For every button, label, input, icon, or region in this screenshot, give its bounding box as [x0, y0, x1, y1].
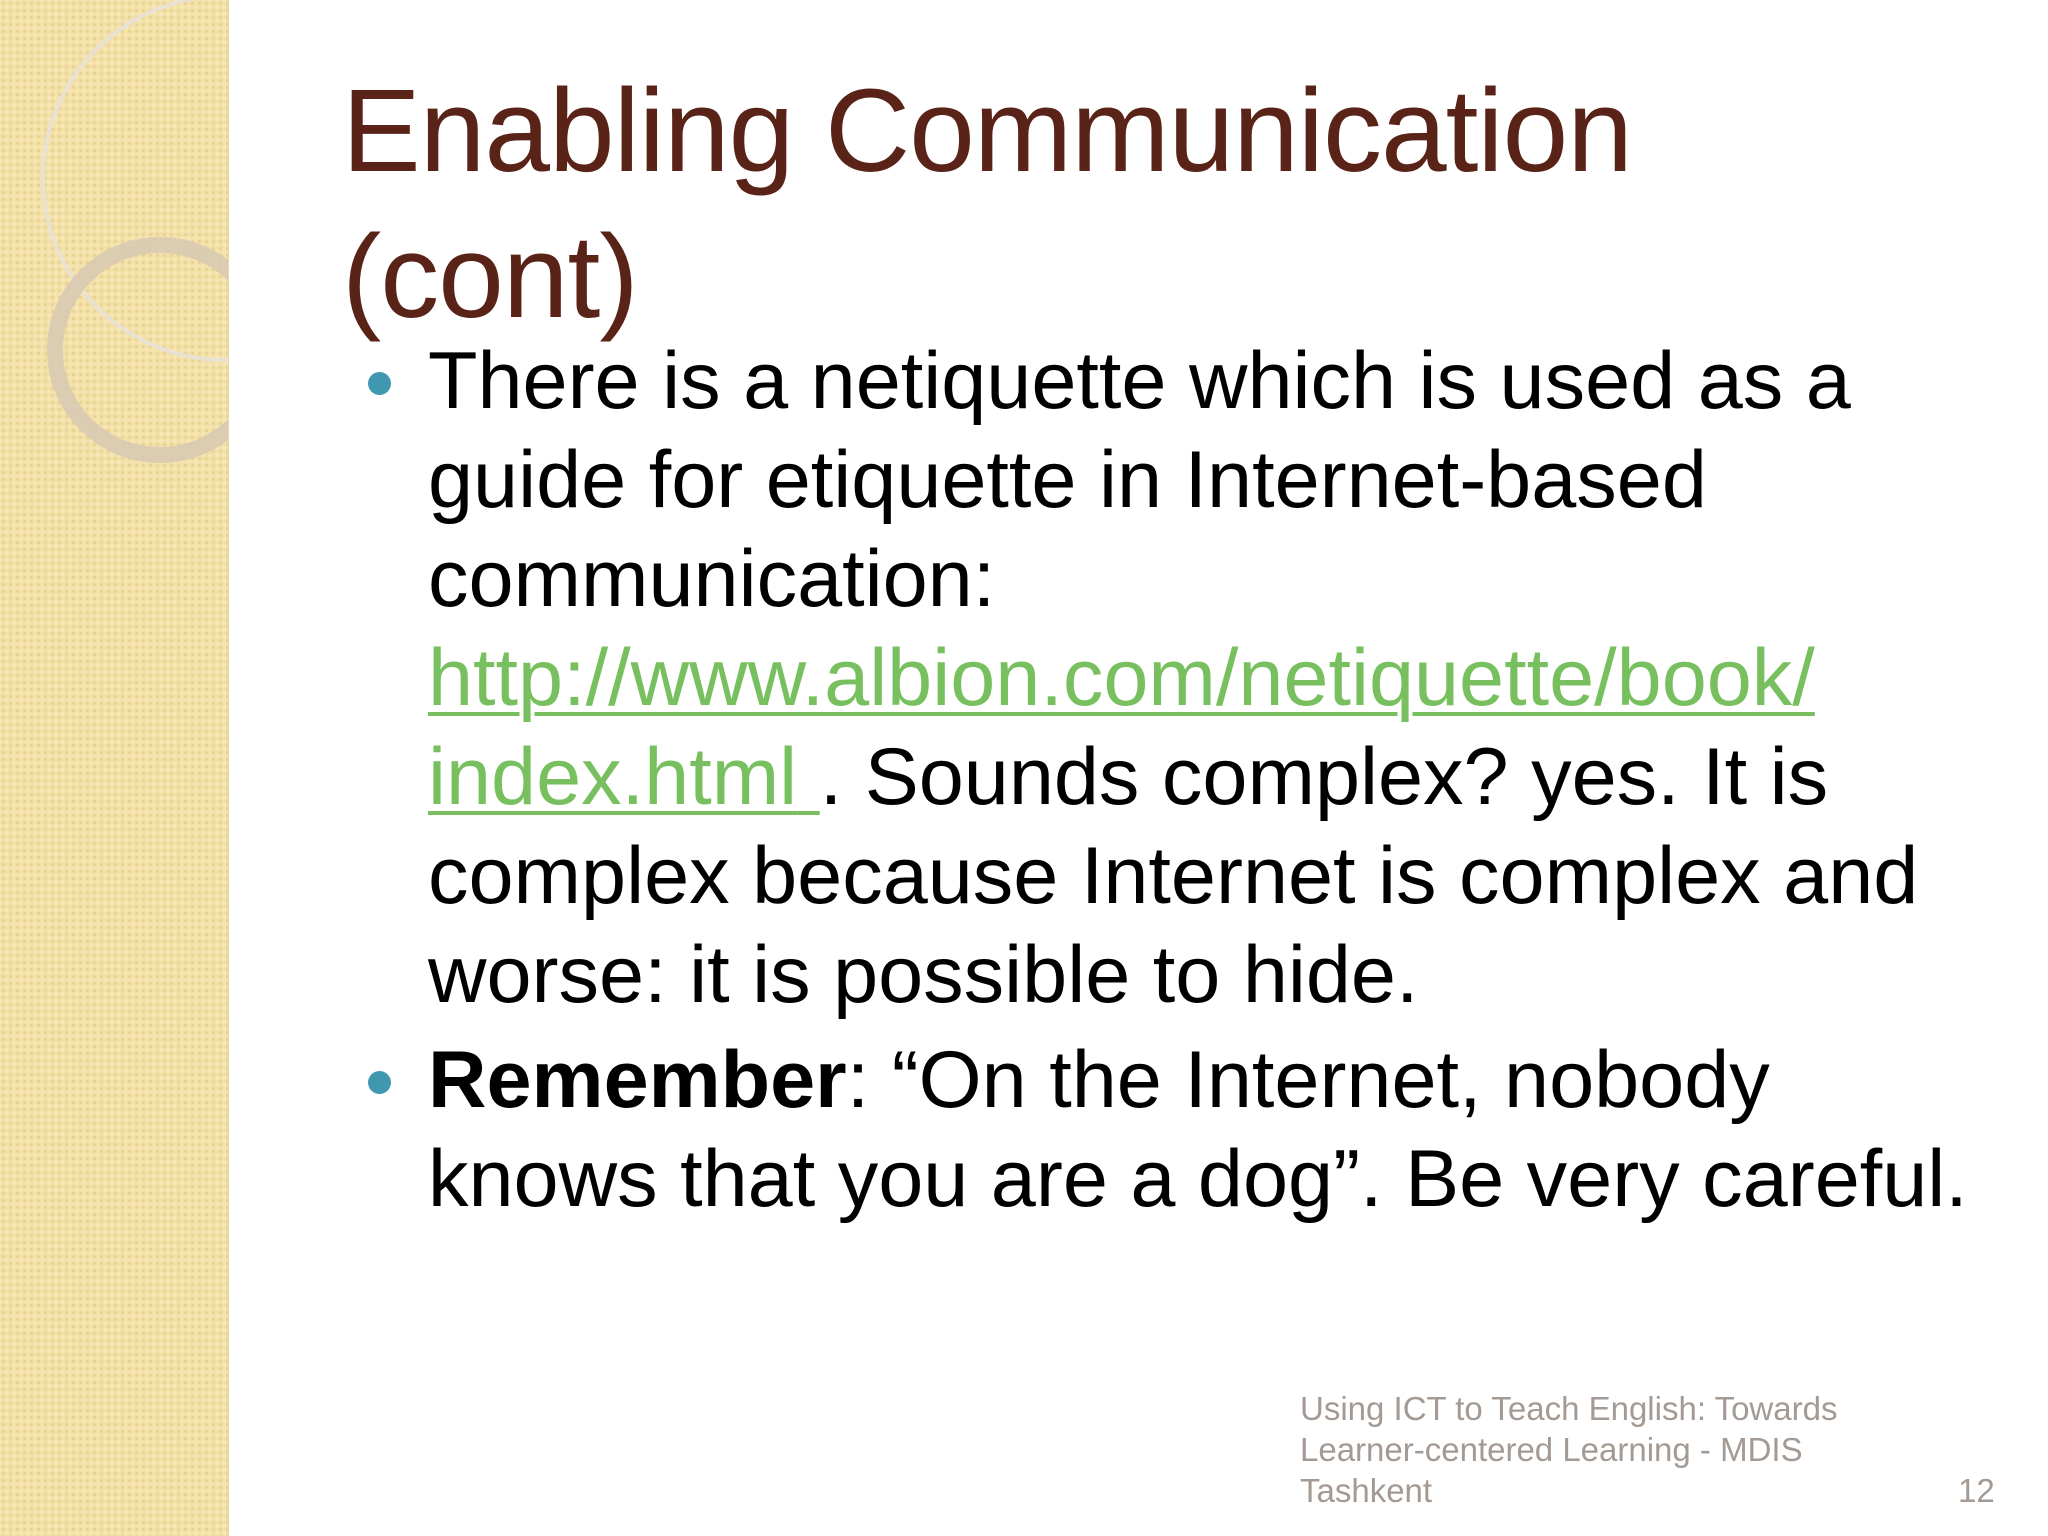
bullet-dot-icon	[368, 1071, 391, 1094]
slide-title-line-1: Enabling Communication	[342, 65, 1632, 197]
netiquette-text-before-link: There is a netiquette which is used as a guide for etiquette in Internet-based communication:	[428, 336, 1851, 624]
slide-footer: Using ICT to Teach English: Towards Learner-centered Learning - MDIS Tashkent	[1300, 1390, 1838, 1509]
decorative-side-panel	[0, 0, 229, 1536]
remember-text: : “On the Internet, nobody knows that you are a dog”. Be very careful.	[428, 1035, 1968, 1224]
remember-bold-text: Remember	[428, 1035, 847, 1125]
bullet-item-netiquette	[362, 332, 2002, 1025]
slide-title	[342, 58, 1632, 350]
bullet-dot-icon	[368, 372, 391, 395]
netiquette-text-after-link: . Sounds complex? yes. It is complex because Internet is complex and worse: it is possible to hide.	[428, 732, 1919, 1020]
netiquette-link-line-2: index.html	[428, 732, 798, 822]
decorative-circles	[0, 0, 228, 1536]
page-number: 12	[1958, 1472, 1995, 1509]
netiquette-link-line-1: http://www.albion.com/netiquette/book/	[428, 633, 1815, 723]
small-decorative-circle	[55, 245, 228, 455]
bullet-list	[362, 332, 2002, 1235]
bullet-item-remember	[362, 1031, 2002, 1229]
slide-title-line-2: (cont)	[342, 211, 638, 343]
